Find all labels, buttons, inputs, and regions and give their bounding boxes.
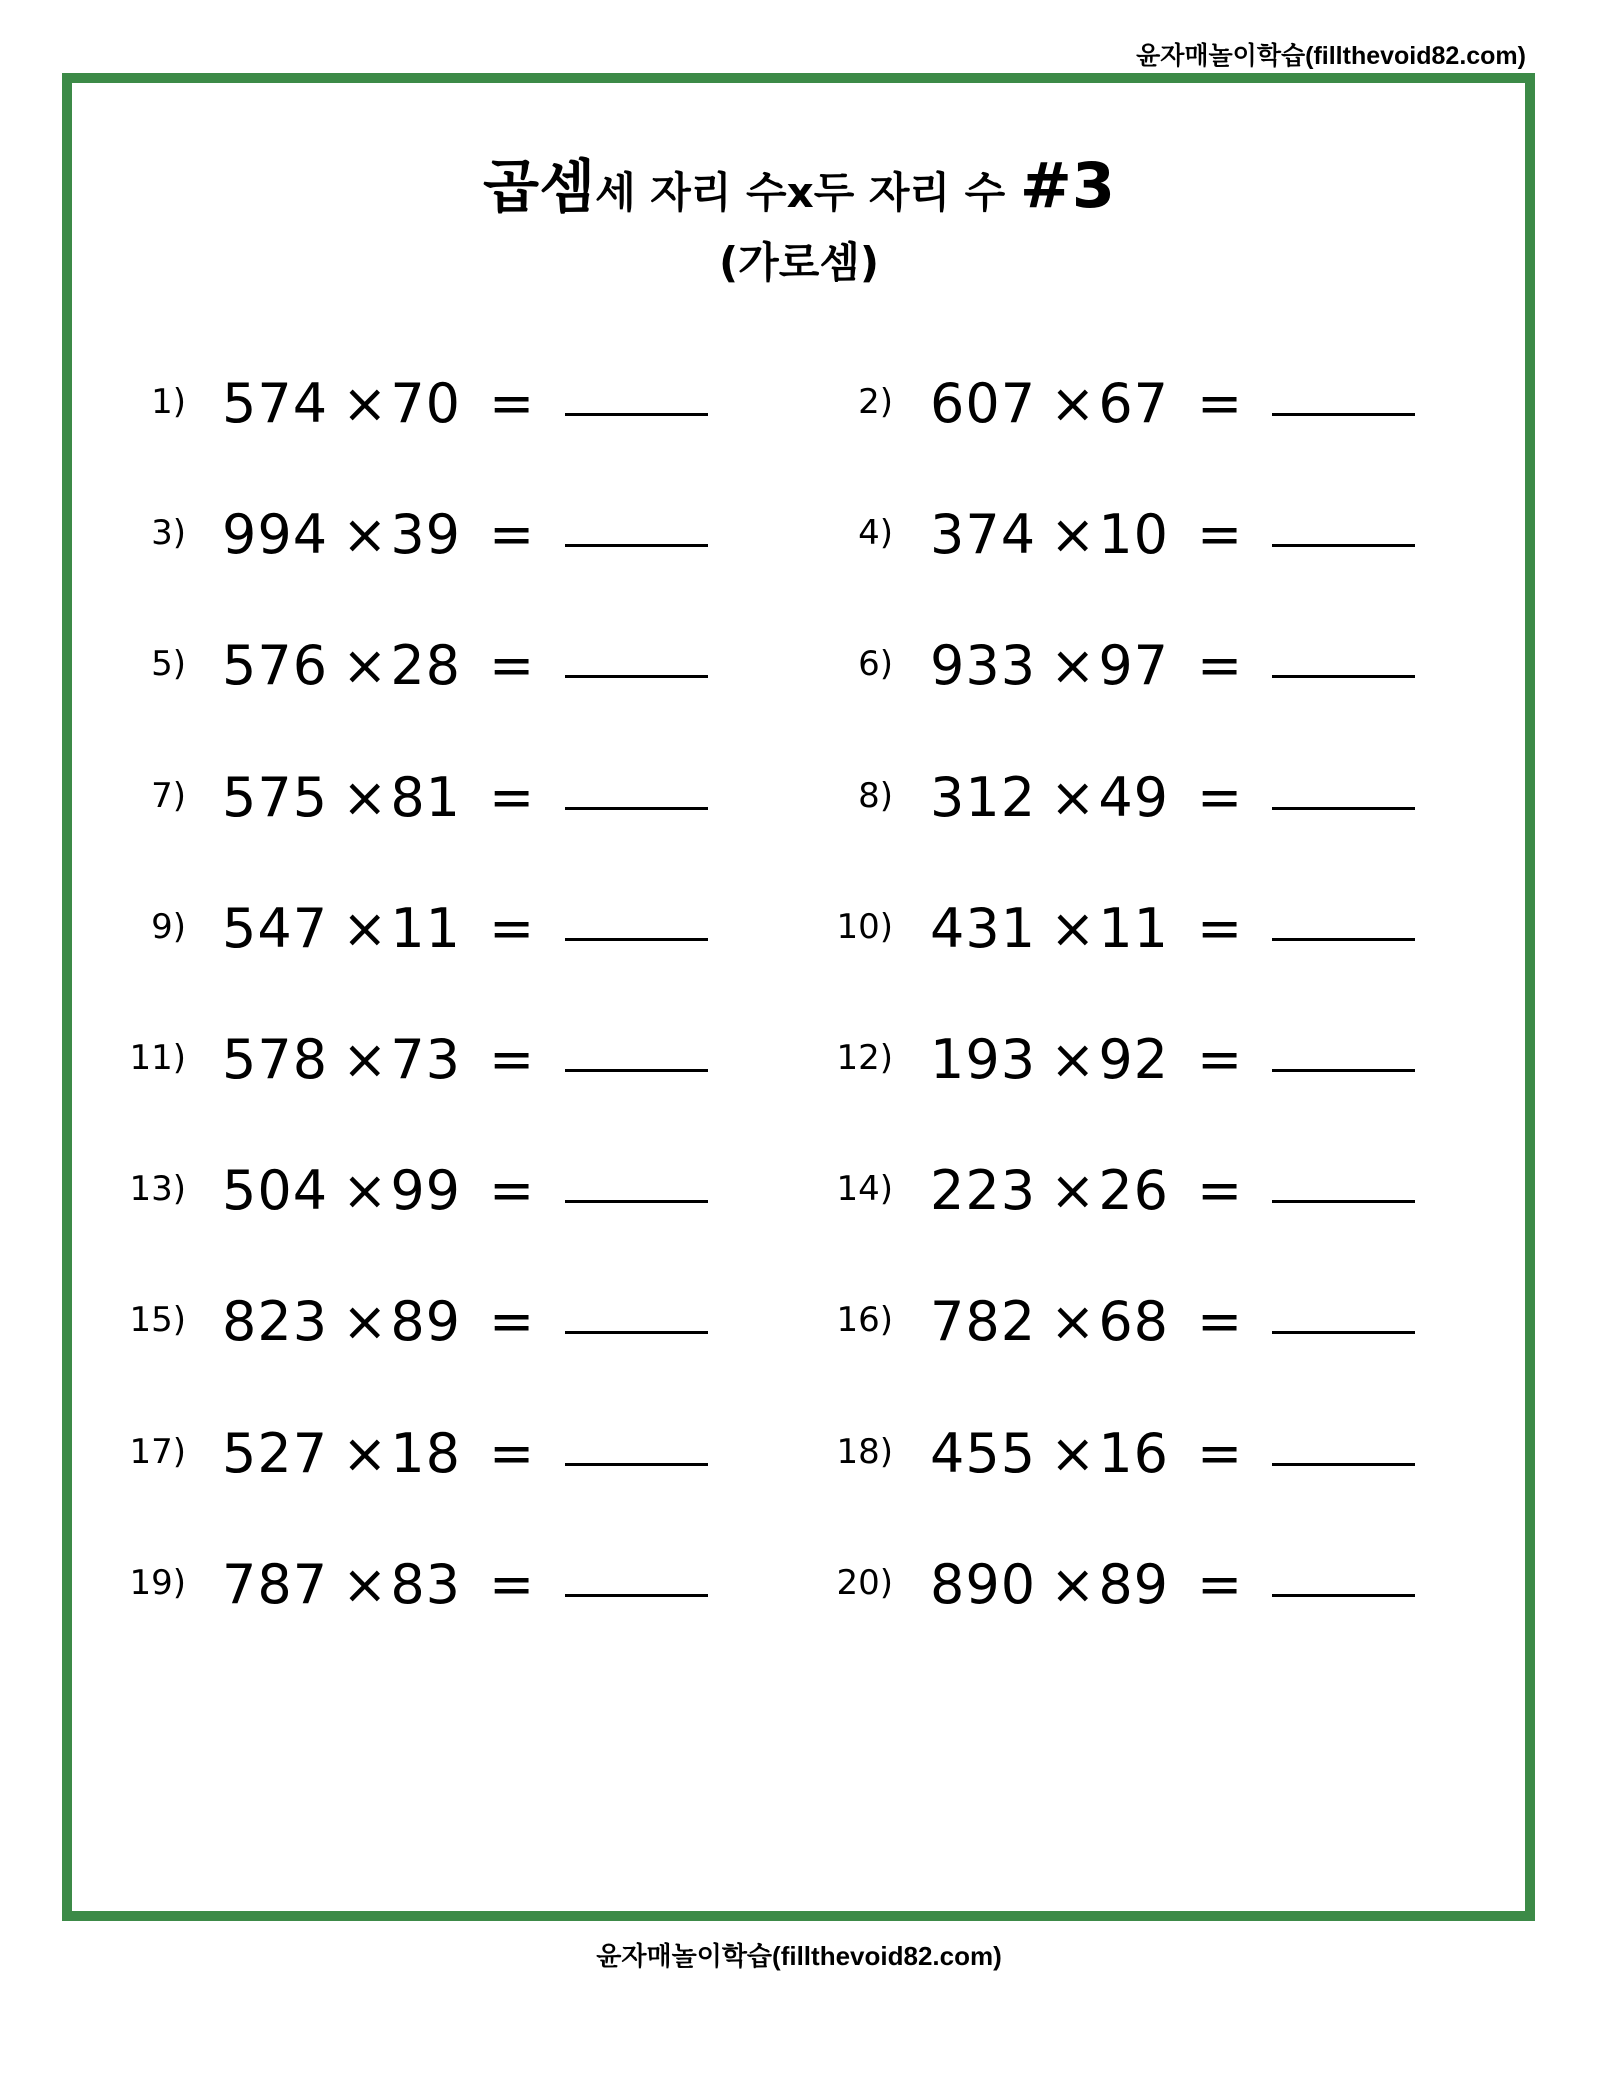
problem-expression [930, 1159, 1243, 1222]
problem-expression [930, 634, 1243, 697]
equals-sign: = [489, 634, 536, 698]
problem-number: 8) [858, 775, 893, 816]
problem-expression [930, 503, 1243, 566]
equals-sign: = [489, 1159, 536, 1223]
multiplicand: 823 [222, 1290, 329, 1354]
multiplicand: 455 [930, 1421, 1037, 1485]
problem-expression [930, 1290, 1243, 1353]
worksheet-frame [62, 73, 1535, 1921]
problem-number: 5) [151, 644, 186, 685]
multiplier: 73 [390, 1028, 462, 1091]
problem-number: 13) [129, 1169, 186, 1210]
header-credit: 윤자매놀이학습(fillthevoid82.com) [1136, 42, 1526, 70]
times-sign: × [1050, 372, 1097, 435]
times-sign: × [342, 503, 389, 567]
multiplicand: 504 [222, 1159, 329, 1223]
worksheet-subtitle: (가로셈) [718, 238, 880, 287]
title-part3: #3 [1019, 149, 1115, 222]
multiplicand: 312 [930, 765, 1037, 829]
problem-number: 7) [151, 775, 186, 816]
answer-blank[interactable] [1272, 1463, 1415, 1466]
multiplier: 49 [1098, 765, 1170, 829]
equals-sign: = [1197, 1421, 1244, 1485]
multiplicand: 933 [930, 634, 1037, 698]
times-sign: × [1050, 503, 1097, 567]
multiplier: 68 [1098, 1290, 1170, 1354]
problem-number: 16) [836, 1300, 893, 1341]
problem-item [0, 885, 1598, 965]
problem-number: 20) [836, 1562, 893, 1603]
problem-item [0, 1016, 1598, 1096]
multiplicand: 576 [222, 634, 329, 698]
times-sign: × [342, 372, 389, 435]
equals-sign: = [1197, 1028, 1244, 1091]
equals-sign: = [489, 896, 536, 960]
times-sign: × [342, 1028, 389, 1091]
problem-item [0, 360, 1598, 440]
problem-number: 10) [836, 906, 893, 947]
times-sign: × [1050, 1290, 1097, 1354]
problem-number: 6) [858, 644, 893, 685]
multiplicand: 994 [222, 503, 329, 567]
problem-number: 14) [836, 1169, 893, 1210]
problem-expression [930, 897, 1243, 960]
answer-blank[interactable] [1272, 1069, 1415, 1072]
answer-blank[interactable] [1272, 544, 1415, 547]
times-sign: × [1050, 1421, 1097, 1485]
multiplier: 67 [1098, 372, 1170, 435]
problem-number: 17) [129, 1431, 186, 1472]
times-sign: × [342, 634, 389, 698]
multiplicand: 607 [930, 372, 1037, 435]
times-sign: × [1050, 1028, 1097, 1091]
times-sign: × [1050, 634, 1097, 698]
equals-sign: = [1197, 503, 1244, 567]
problem-number: 12) [836, 1038, 893, 1078]
equals-sign: = [1197, 1159, 1244, 1223]
multiplicand: 193 [930, 1028, 1037, 1091]
equals-sign: = [489, 503, 536, 567]
multiplier: 89 [390, 1290, 462, 1354]
problem-number: 1) [151, 382, 186, 422]
problem-expression [930, 372, 1243, 435]
multiplier: 81 [390, 765, 462, 829]
multiplier: 99 [390, 1159, 462, 1223]
answer-blank[interactable] [1272, 675, 1415, 678]
problem-item [0, 1410, 1598, 1490]
problem-expression [930, 1553, 1243, 1616]
equals-sign: = [489, 1421, 536, 1485]
equals-sign: = [1197, 372, 1244, 435]
problem-number: 4) [858, 513, 893, 554]
answer-blank[interactable] [1272, 1200, 1415, 1203]
answer-blank[interactable] [1272, 807, 1415, 810]
problem-expression [930, 1028, 1243, 1091]
multiplier: 97 [1098, 634, 1170, 698]
multiplicand: 890 [930, 1552, 1037, 1616]
times-sign: × [342, 1290, 389, 1354]
problem-number: 9) [151, 906, 186, 947]
equals-sign: = [489, 1290, 536, 1354]
multiplier: 28 [390, 634, 462, 698]
times-sign: × [342, 896, 389, 960]
multiplicand: 578 [222, 1028, 329, 1091]
problem-number: 2) [858, 382, 893, 422]
times-sign: × [342, 1159, 389, 1223]
equals-sign: = [489, 1028, 536, 1091]
equals-sign: = [1197, 1290, 1244, 1354]
problem-number: 3) [151, 513, 186, 554]
times-sign: × [1050, 1552, 1097, 1616]
equals-sign: = [1197, 634, 1244, 698]
problem-item [0, 754, 1598, 834]
multiplicand: 782 [930, 1290, 1037, 1354]
multiplicand: 374 [930, 503, 1037, 567]
multiplier: 11 [1098, 896, 1170, 960]
multiplicand: 575 [222, 765, 329, 829]
multiplicand: 787 [222, 1552, 329, 1616]
multiplicand: 574 [222, 372, 329, 435]
multiplier: 26 [1098, 1159, 1170, 1223]
worksheet-title [0, 140, 1598, 224]
problem-item [0, 491, 1598, 571]
equals-sign: = [1197, 1552, 1244, 1616]
times-sign: × [342, 765, 389, 829]
equals-sign: = [489, 765, 536, 829]
problem-item [0, 1147, 1598, 1227]
multiplicand: 547 [222, 896, 329, 960]
multiplier: 70 [390, 372, 462, 435]
problem-item [0, 622, 1598, 702]
answer-blank[interactable] [1272, 413, 1415, 416]
equals-sign: = [1197, 896, 1244, 960]
multiplier: 18 [390, 1421, 462, 1485]
multiplier: 39 [390, 503, 462, 567]
equals-sign: = [1197, 765, 1244, 829]
multiplicand: 223 [930, 1159, 1037, 1223]
answer-blank[interactable] [1272, 1594, 1415, 1597]
problem-number: 15) [129, 1300, 186, 1341]
problem-number: 18) [836, 1431, 893, 1472]
multiplicand: 431 [930, 896, 1037, 960]
multiplier: 92 [1098, 1028, 1170, 1091]
title-part1: 곱셈 [483, 153, 596, 221]
multiplier: 10 [1098, 503, 1170, 567]
answer-blank[interactable] [1272, 1331, 1415, 1334]
equals-sign: = [489, 372, 536, 435]
multiplicand: 527 [222, 1421, 329, 1485]
times-sign: × [1050, 896, 1097, 960]
problem-expression [930, 766, 1243, 829]
multiplier: 89 [1098, 1552, 1170, 1616]
multiplier: 16 [1098, 1421, 1170, 1485]
problem-number: 11) [129, 1038, 186, 1078]
times-sign: × [1050, 765, 1097, 829]
problem-number: 19) [129, 1562, 186, 1603]
problem-item [0, 1278, 1598, 1358]
problem-expression [930, 1422, 1243, 1485]
footer-credit: 윤자매놀이학습(fillthevoid82.com) [596, 1941, 1002, 1971]
multiplier: 11 [390, 896, 462, 960]
times-sign: × [1050, 1159, 1097, 1223]
times-sign: × [342, 1421, 389, 1485]
multiplier: 83 [390, 1552, 462, 1616]
times-sign: × [342, 1552, 389, 1616]
problem-item [0, 1541, 1598, 1621]
equals-sign: = [489, 1552, 536, 1616]
answer-blank[interactable] [1272, 938, 1415, 941]
title-part2: 세 자리 수x두 자리 수 [595, 168, 1020, 217]
